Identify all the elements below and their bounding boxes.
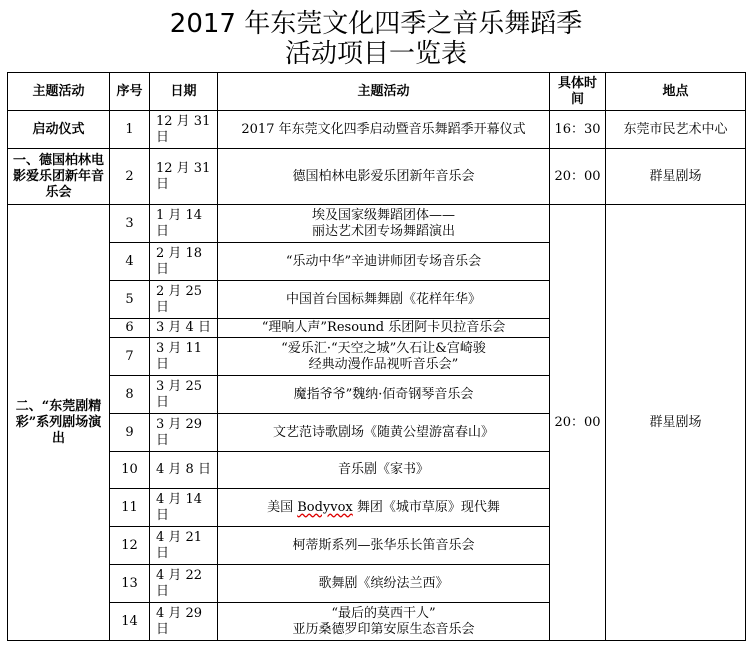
header-time: 具体时间	[550, 73, 606, 111]
seq-cell: 9	[110, 414, 150, 452]
group-label-berlin: 一、德国柏林电影爱乐团新年音乐会	[8, 149, 110, 205]
seq-cell: 8	[110, 376, 150, 414]
activity-table	[7, 72, 746, 641]
date-cell: 1 月 14 日	[150, 205, 218, 243]
activity-cell: 音乐剧《家书》	[218, 452, 550, 489]
seq-cell: 13	[110, 565, 150, 603]
spellcheck-marked-word: Bodyvox	[297, 499, 353, 515]
seq-cell: 12	[110, 527, 150, 565]
seq-cell: 3	[110, 205, 150, 243]
activity-cell: 歌舞剧《缤纷法兰西》	[218, 565, 550, 603]
activity-cell: 文艺范诗歌剧场《随黄公望游富春山》	[218, 414, 550, 452]
header-venue: 地点	[606, 73, 746, 111]
header-seq: 序号	[110, 73, 150, 111]
page-title: 2017 年东莞文化四季之音乐舞蹈季	[169, 9, 583, 39]
group-label-theater: 二、“东莞剧精彩”系列剧场演出	[8, 205, 110, 641]
activity-cell: “理响人声”Resound 乐团阿卡贝拉音乐会	[218, 319, 550, 338]
date-cell: 4 月 29 日	[150, 603, 218, 641]
date-cell: 12 月 31 日	[150, 149, 218, 205]
table-row	[8, 111, 746, 149]
activity-cell: 柯蒂斯系列—张华乐长笛音乐会	[218, 527, 550, 565]
activity-cell	[218, 489, 550, 527]
venue-cell: 东莞市民艺术中心	[606, 111, 746, 149]
activity-cell: 埃及国家级舞蹈团体—— 丽达艺术团专场舞蹈演出	[218, 205, 550, 243]
seq-cell: 14	[110, 603, 150, 641]
activity-cell: “乐动中华”辛迪讲师团专场音乐会	[218, 243, 550, 281]
seq-cell: 11	[110, 489, 150, 527]
seq-cell: 5	[110, 281, 150, 319]
date-cell: 4 月 21 日	[150, 527, 218, 565]
seq-cell: 6	[110, 319, 150, 338]
date-cell: 2 月 25 日	[150, 281, 218, 319]
seq-cell: 1	[110, 111, 150, 149]
seq-cell: 2	[110, 149, 150, 205]
date-cell: 3 月 11 日	[150, 338, 218, 376]
date-cell: 12 月 31 日	[150, 111, 218, 149]
date-cell: 3 月 4 日	[150, 319, 218, 338]
date-cell: 3 月 25 日	[150, 376, 218, 414]
seq-cell: 10	[110, 452, 150, 489]
activity-cell: 德国柏林电影爱乐团新年音乐会	[218, 149, 550, 205]
time-cell: 16：30	[550, 111, 606, 149]
date-cell: 4 月 22 日	[150, 565, 218, 603]
time-cell: 20：00	[550, 149, 606, 205]
header-date: 日期	[150, 73, 218, 111]
table-row	[8, 205, 746, 243]
group-label-opening: 启动仪式	[8, 111, 110, 149]
date-cell: 4 月 8 日	[150, 452, 218, 489]
header-activity: 主题活动	[218, 73, 550, 111]
table-row	[8, 149, 746, 205]
header-theme: 主题活动	[8, 73, 110, 111]
activity-text-pre: 美国	[267, 499, 298, 515]
time-cell: 20：00	[550, 205, 606, 641]
activity-cell: “最后的莫西干人” 亚历桑德罗印第安原生态音乐会	[218, 603, 550, 641]
activity-text-post: 舞团《城市草原》现代舞	[352, 499, 500, 515]
venue-cell: 群星剧场	[606, 205, 746, 641]
activity-cell: “爱乐汇·“天空之城”久石让&宫崎骏 经典动漫作品视听音乐会”	[218, 338, 550, 376]
date-cell: 4 月 14 日	[150, 489, 218, 527]
activity-cell: 2017 年东莞文化四季启动暨音乐舞蹈季开幕仪式	[218, 111, 550, 149]
seq-cell: 7	[110, 338, 150, 376]
date-cell: 2 月 18 日	[150, 243, 218, 281]
activity-cell: 魔指爷爷”魏纳·佰奇钢琴音乐会	[218, 376, 550, 414]
venue-cell: 群星剧场	[606, 149, 746, 205]
header-row	[8, 73, 746, 111]
date-cell: 3 月 29 日	[150, 414, 218, 452]
seq-cell: 4	[110, 243, 150, 281]
page-subtitle: 活动项目一览表	[284, 39, 467, 69]
activity-cell: 中国首台国标舞舞剧《花样年华》	[218, 281, 550, 319]
